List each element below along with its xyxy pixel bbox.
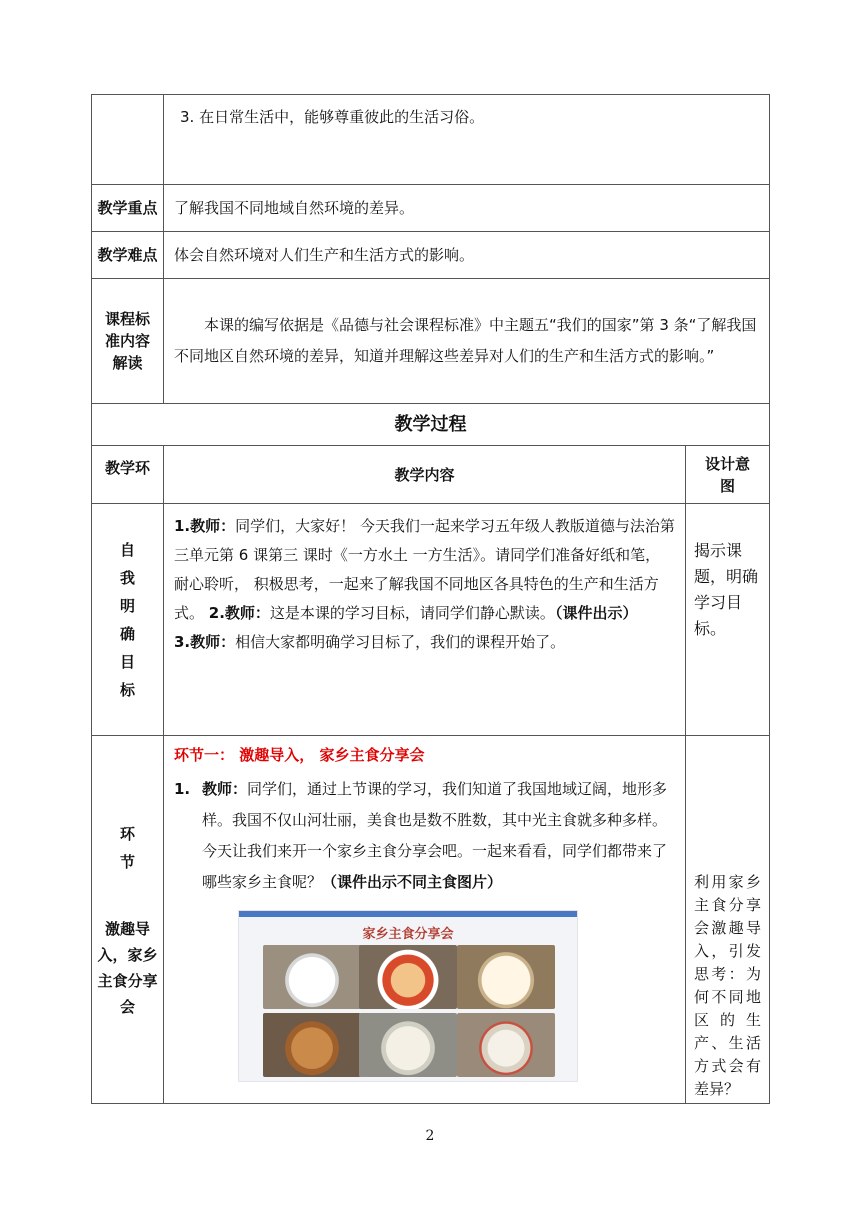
objective-cell — [164, 95, 770, 185]
stage1-label-char: 自 — [119, 540, 135, 559]
teacher-label: 3.教师： — [174, 633, 236, 651]
blank-label-cell — [92, 95, 164, 185]
difficulties-label: 教学难点 — [92, 232, 164, 279]
stage1-label-char: 我 — [119, 568, 135, 587]
header-intent: 设计意图 — [686, 446, 770, 504]
stage1-label-char: 明 — [119, 596, 135, 615]
lesson-plan-table — [91, 94, 770, 1104]
rice-photo — [263, 945, 361, 1009]
key-points-text: 了解我国不同地域自然环境的差异。 — [174, 199, 415, 217]
header-stage: 教学环 — [92, 446, 164, 504]
stage2-intent-cell — [686, 736, 770, 1104]
stage1-paragraph-3: 相信大家都明确学习目标了，我们的课程开始了。 — [235, 633, 566, 651]
list-number: 1. — [174, 780, 191, 798]
standard-text: 本课的编写依据是《品德与社会课程标准》中主题五“我们的国家”第 3 条“了解我国不同地区自然环境的差异，知道并理解这些差异对人们的生产和生活方式的影响。” — [174, 316, 757, 365]
courseware-note: （课件出示不同主食图片） — [322, 873, 503, 891]
roujiamo-photo — [263, 1013, 361, 1077]
stage1-intent-cell — [686, 504, 770, 736]
stage1-label-char: 确 — [119, 624, 135, 643]
dumplings-photo — [359, 1013, 457, 1077]
steamed-buns-photo — [457, 945, 555, 1009]
stage2-content — [164, 736, 686, 1104]
stage2-label — [92, 736, 164, 1104]
teacher-label: 2.教师： — [208, 604, 270, 622]
stage2-label-title: 激趣导入，家乡主食分享会 — [97, 919, 158, 1016]
tangyuan-photo — [457, 1013, 555, 1077]
stage2-heading: 环节一： 激趣导入， 家乡主食分享会 — [174, 746, 425, 764]
stage1-paragraph-1: 同学们，大家好！ 今天我们一起来学习五年级人教版道德与法治第三单元第 6 课第三 课时《一方水土 一方生活》。请同学们准备好纸和笔，耐心聆听， 积极思考，一起来了解我国不同地区各具特色的生产和生活方式。 — [174, 517, 675, 622]
objective-3-text: 3. 在日常生活中，能够尊重彼此的生活习俗。 — [180, 108, 485, 126]
standard-cell — [164, 279, 770, 404]
staple-food-image — [238, 910, 578, 1082]
stage2-intent: 利用家乡主食分享会激趣导入，引发思考：为何不同地区的生产、生活方式会有差异？ — [694, 873, 761, 1098]
process-title: 教学过程 — [92, 404, 770, 446]
stage1-label-char: 标 — [119, 680, 135, 699]
slide-top-bar — [239, 911, 577, 917]
stage2-label-char: 环 — [119, 824, 135, 843]
teacher-label: 教师： — [202, 780, 248, 798]
stage2-label-char: 节 — [119, 852, 135, 871]
stage1-label — [92, 504, 164, 736]
difficulties-cell — [164, 232, 770, 279]
key-points-label: 教学重点 — [92, 185, 164, 232]
courseware-note: （课件出示） — [554, 604, 638, 622]
stage1-intent: 揭示课题，明确学习目标。 — [694, 541, 759, 638]
header-content: 教学内容 — [164, 446, 686, 504]
key-points-cell — [164, 185, 770, 232]
staple-food-image-title: 家乡主食分享会 — [362, 927, 454, 942]
teacher-label: 1.教师： — [174, 517, 236, 535]
stage2-paragraph-text: 同学们，通过上节课的学习，我们知道了我国地域辽阔，地形多样。我国不仅山河壮丽，美食也是数不胜数，其中光主食就多种多样。今天让我们来开一个家乡主食分享会吧。一起来看看，同学们都带来了哪些家乡主食呢？ — [202, 780, 668, 891]
noodles-photo — [359, 945, 457, 1009]
stage1-label-char: 目 — [119, 652, 135, 671]
stage1-content — [164, 504, 686, 736]
stage2-paragraph — [174, 774, 675, 898]
stage1-paragraph-2: 这是本课的学习目标，请同学们静心默读。 — [269, 604, 555, 622]
page-number: 2 — [425, 1128, 435, 1144]
standard-label: 课程标准内容解读 — [92, 279, 164, 404]
difficulties-text: 体会自然环境对人们生产和生活方式的影响。 — [174, 246, 475, 264]
